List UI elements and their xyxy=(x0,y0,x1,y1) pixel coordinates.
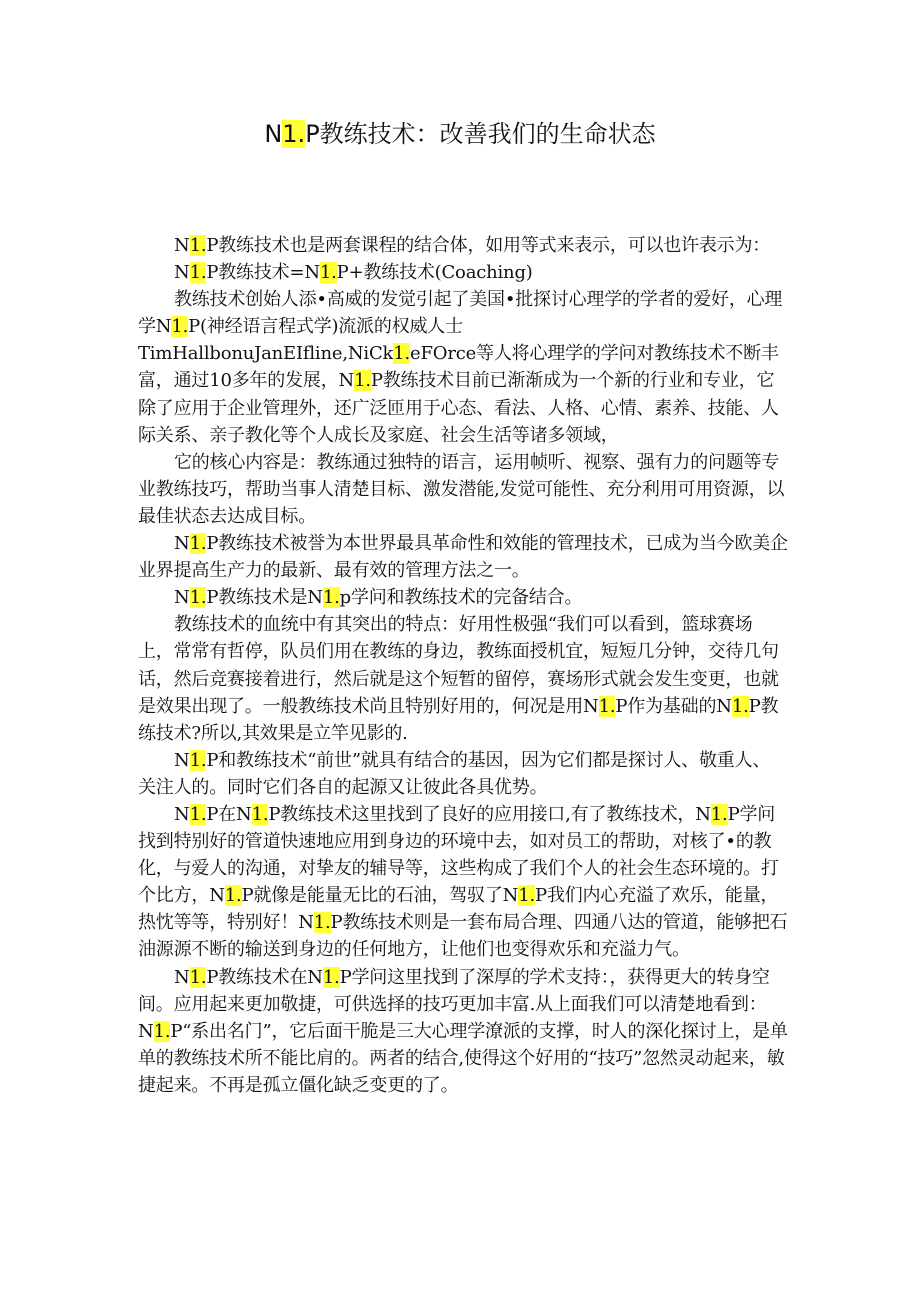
body-paragraph xyxy=(138,747,788,801)
text-run: P教练技术?所以,其效果是立竿见影的. xyxy=(138,695,779,744)
highlighted-text: 1. xyxy=(393,343,411,365)
body-paragraph xyxy=(138,449,788,530)
body-paragraph xyxy=(138,584,788,611)
highlighted-text: 1. xyxy=(189,587,207,609)
highlighted-text: 1. xyxy=(189,803,207,825)
body-paragraph xyxy=(138,611,788,746)
text-run: 教练技术的血统中有其突出的特点：好用性极强“我们可以看到，篮球赛场上，常常有哲停，队员们用在教练的身边，教练面授机宜，短短几分钟，交待几句话，然后竞赛接着进行，然后就是这个短暂的留停，赛场形式就会发生变更，也就是效果出现了。一般教练技术尚且特别好用的，何况是用N xyxy=(138,614,779,717)
text-run: P教练技术：改善我们的生命状态 xyxy=(305,120,656,148)
highlighted-text: 1. xyxy=(189,533,207,555)
text-run: P作为基础的N xyxy=(615,695,732,717)
highlighted-text: 1. xyxy=(322,966,340,988)
text-run: N xyxy=(174,749,190,771)
highlighted-text: 1. xyxy=(171,316,189,338)
text-run: P就像是能量无比的石油，驾驭了N xyxy=(241,885,519,907)
text-run: P在N xyxy=(206,803,252,825)
text-run: P教练技术这里找到了良好的应用接口,有了教练技术，N xyxy=(268,803,711,825)
page-title xyxy=(0,116,920,152)
body-paragraph xyxy=(138,232,788,259)
text-run: N xyxy=(174,533,190,555)
highlighted-text: 1. xyxy=(313,912,331,934)
highlighted-text: 1. xyxy=(189,966,207,988)
text-run: P教练技术目前已渐渐成为一个新的行业和专业，它除了应用于企业管理外，还广泛匝用于心态、看法、人格、心情、素养、技能、人际关系、亲子教化等个人成长及家庭、社会生活等诸多领域， xyxy=(138,370,779,446)
text-run: P教练技术也是两套课程的结合体，如用等式来表示，可以也许表示为： xyxy=(206,235,771,256)
text-run: 它的核心内容是：教练通过独特的语言，运用帧听、视察、强有力的问题等专业教练技巧，帮助当事人清楚目标、激发潜能,发觉可能性、充分利用可用资源，以最佳状态去达成目标。 xyxy=(138,451,785,527)
highlighted-text: 1. xyxy=(354,370,371,392)
highlighted-text: 1. xyxy=(189,262,207,284)
text-run: P和教练技术“前世”就具有结合的基因，因为它们都是探讨人、敬重人、关注人的。同时它们各自的起源又让彼此各具优势。 xyxy=(138,749,771,798)
text-run: N xyxy=(174,966,190,988)
highlighted-text: 1. xyxy=(153,1020,171,1042)
text-run: P我们内心充溢了欢乐，能量，热忱等等，特别好！N xyxy=(138,885,779,934)
body-paragraph xyxy=(138,530,788,584)
text-run: P“系出名门”，它后面干脆是三大心理学潦派的支撑，时人的深化探讨上，是单单的教练技术所不能比肩的。两者的结合,使得这个好用的“技巧”忽然灵动起来，敏捷起来。不再是孤立僵化缺乏变更的了。 xyxy=(138,1020,788,1096)
body-paragraph xyxy=(138,259,788,286)
highlighted-text: 1. xyxy=(322,587,340,609)
text-run: P教练技术是N xyxy=(206,587,323,609)
text-run: N xyxy=(174,587,190,609)
text-run: P+教练技术(Coaching) xyxy=(336,262,533,284)
text-run: eFOrce等人将心理学的学问对教练技术不断丰富，通过10多年的发展，N xyxy=(138,343,779,392)
body-paragraph xyxy=(138,801,788,964)
text-run: 教练技术创始人添•高威的发觉引起了美国•批探讨心理学的学者的爱好，心理学N xyxy=(138,289,783,338)
text-run: P学问这里找到了深厚的学术支持：，获得更大的转身空间。应用起来更加敬捷，可供选择的技巧更加丰富.从上面我们可以清楚地看到：N xyxy=(138,966,770,1042)
highlighted-text: 1. xyxy=(710,803,728,825)
highlighted-text: 1. xyxy=(189,235,207,256)
highlighted-text: 1. xyxy=(224,885,242,907)
body-paragraph xyxy=(138,964,788,1099)
text-run: p学问和教练技术的完备结合。 xyxy=(339,587,583,609)
text-run: P教练技术在N xyxy=(206,966,323,988)
text-run: N xyxy=(174,262,190,284)
body-paragraph xyxy=(138,286,788,449)
text-run: P教练技术被誉为本世界最具革命性和效能的管理技术，已成为当今欧美企业界提高生产力的最新、最有效的管理方法之一。 xyxy=(138,533,788,582)
highlighted-text: 1. xyxy=(731,695,749,717)
highlighted-text: 1. xyxy=(518,885,535,907)
text-run: P教练技术则是一套布局合理、四通八达的管道，能够把石油源源不断的输送到身边的任何地方，让他们也变得欢乐和充溢力气。 xyxy=(138,912,788,961)
highlighted-text: 1. xyxy=(189,749,207,771)
text-run: N xyxy=(264,120,283,148)
text-run: P学问找到特别好的管道快速地应用到身边的环境中去，如对员工的帮助，对核了•的教化，与爱人的沟通，对挚友的辅导等，这些构成了我们个人的社会生态环境的。打个比方，N xyxy=(138,803,779,907)
text-run: N xyxy=(174,803,190,825)
text-run: P教练技术=N xyxy=(206,262,320,284)
text-run: N xyxy=(174,235,190,256)
document-body xyxy=(138,232,788,1099)
text-run: P(神经语言程式学)流派的权威人士TimHallbonuJanEIfline,NiCk xyxy=(138,316,463,365)
highlighted-text: 1. xyxy=(251,803,269,825)
highlighted-text: 1. xyxy=(598,695,616,717)
highlighted-text: 1. xyxy=(282,120,306,148)
highlighted-text: 1. xyxy=(319,262,337,284)
